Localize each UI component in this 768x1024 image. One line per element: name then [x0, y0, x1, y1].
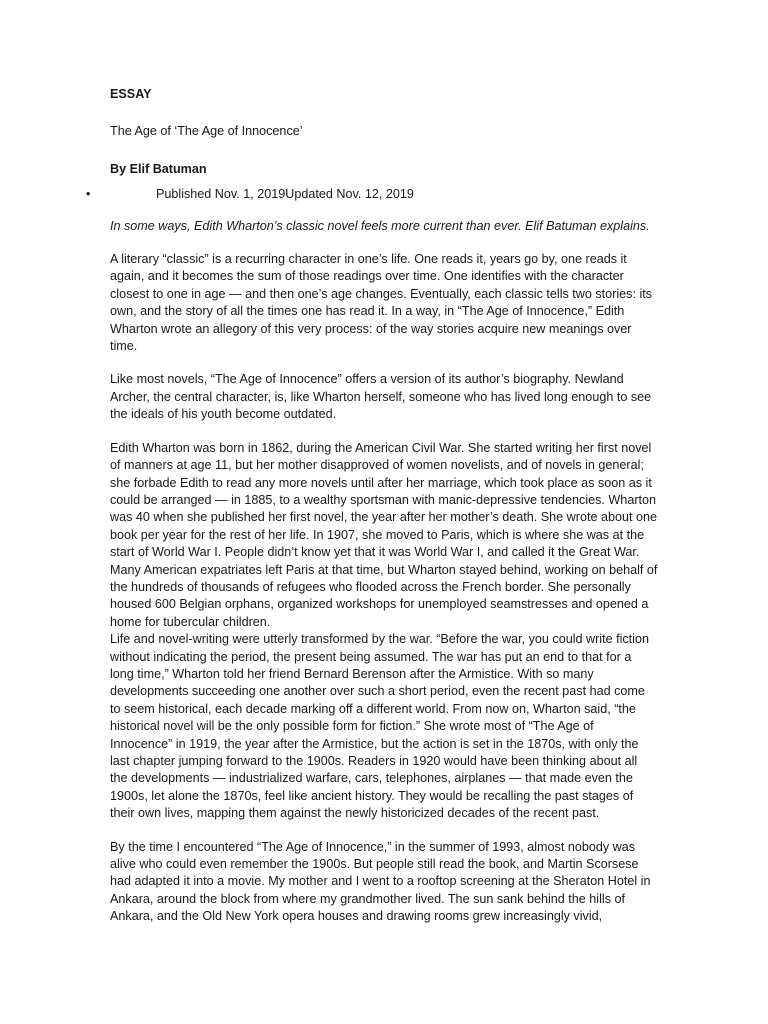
body-paragraph-5: By the time I encountered “The Age of Innocence,” in the summer of 1993, almost nobody was alive who could even remember the 1900s. But people still read the book, and Martin Scorsese had adapted it into a movie. My mother and I went to a rooftop screening at the Sheraton Hotel in Ankara, around the block from where my grandmother lived. The sun sank behind the hills of Ankara, and the Old New York opera houses and drawing rooms grew increasingly vivid,: [110, 839, 651, 924]
body-paragraph-2: Like most novels, “The Age of Innocence” offers a version of its author’s biography. Newland Archer, the central character, is, like Wharton herself, someone who has lived long enough to see the ideals of his youth become outdated.: [110, 372, 652, 422]
article-dek: In some ways, Edith Wharton’s classic novel feels more current than ever. Elif Batuman explains.: [110, 218, 650, 233]
bullet-icon: •: [86, 187, 91, 202]
article-byline: By Elif Batuman: [110, 161, 207, 176]
section-kicker: ESSAY: [110, 87, 152, 101]
body-paragraph-1: A literary “classic” is a recurring character in one’s life. One reads it, years go by, one reads it again, and it becomes the sum of those readings over time. One identifies with the character closest to one in age — and then one’s age changes. Eventually, each classic tells two stories: its own, and the story of all the times one has read it. In a way, in “The Age of Innocence,” Edith Wharton wrote an allegory of this very process: of the way stories acquire new meanings over time.: [110, 252, 653, 354]
publication-date: Published Nov. 1, 2019Updated Nov. 12, 2019: [156, 187, 414, 202]
article-column: [86, 86, 658, 942]
publication-row: [86, 186, 658, 203]
body-paragraph-4: Life and novel-writing were utterly transformed by the war. “Before the war, you could write fiction without indicating the period, the present being assumed. The war has put an end to that for a long time,” Wharton told her friend Bernard Berenson after the Armistice. With so many developments succeeding one another over such a short period, even the recent past had come to seem historical, each decade marking off a different world. From now on, Wharton said, “the historical novel will be the only possible form for fiction.” She wrote most of “The Age of Innocence” in 1919, the year after the Armistice, but the action is set in the 1870s, with only the last chapter jumping forward to the 1900s. Readers in 1920 would have been thinking about all the developments — industrialized warfare, cars, telephones, airplanes — that made even the 1900s, let alone the 1870s, feel like ancient history. They would be recalling the past stages of their own lives, mapping them against the newly historicized decades of the recent past.: [110, 632, 649, 821]
article-title: The Age of ‘The Age of Innocence’: [110, 124, 303, 139]
body-paragraph-3: Edith Wharton was born in 1862, during the American Civil War. She started writing her first novel of manners at age 11, but her mother disapproved of women novelists, and of novels in general; she forbade Edith to read any more novels until after her marriage, which took place as soon as it could be arranged — in 1885, to a wealthy sportsman with manic-depressive tendencies. Wharton was 40 when she published her first novel, the year after her mother’s death. She wrote about one book per year for the rest of her life. In 1907, she moved to Paris, which is where she was at the start of World War I. People didn’t know yet that it was World War I, and called it the Great War. Many American expatriates left Paris at that time, but Wharton stayed behind, working on behalf of the hundreds of thousands of refugees who flooded across the French border. She personally housed 600 Belgian orphans, organized workshops for unemployed seamstresses and opened a home for tubercular children.: [110, 440, 658, 629]
